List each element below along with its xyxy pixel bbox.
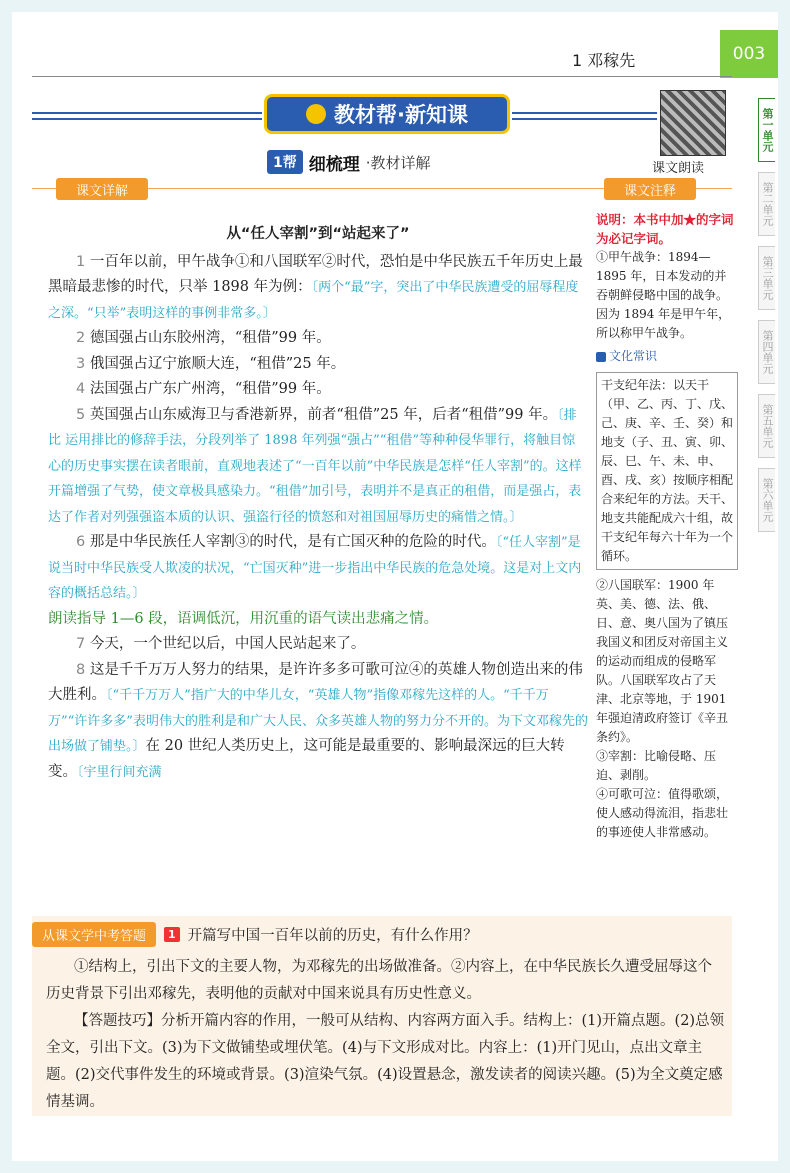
unit-tab-5[interactable]: 第五单元: [758, 394, 775, 458]
unit-tab-2[interactable]: 第二单元: [758, 172, 775, 236]
qa-answer: ①结构上，引出下文的主要人物，为邓稼先的出场做准备。②内容上，在中华民族长久遭受屈辱这个历史背景下引出邓稼先，表明他的贡献对中国来说具有历史性意义。: [46, 959, 712, 1002]
text-title: 从“任人宰割”到“站起来了”: [226, 226, 410, 242]
section-subtitle-text: ·教材详解: [365, 153, 431, 172]
lightbulb-icon: [306, 104, 326, 124]
qa-tips: 【答题技巧】分析开篇内容的作用，一般可从结构、内容两方面入手。结构上：(1)开篇点题。(2)总领全文，引出下文。(3)为下文做铺垫或埋伏笔。(4)与下文形成对比。内容上：(1)开门见山，点出文章主题。(2)交代事件发生的环境或背景。(3)渲染气氛。(4)设置悬念，激发读者的阅读兴趣。(5)为全文奠定感情基调。: [46, 1013, 725, 1110]
reading-guide: 朗读指导 1—6 段，语调低沉，用沉重的语气读出悲痛之情。: [48, 610, 439, 627]
unit-tab-4[interactable]: 第四单元: [758, 320, 775, 384]
note-2: ②八国联军：1900 年英、美、德、法、俄、日、意、奥八国为了镇压我国义和团反对帝国主义的运动而组成的侵略军队。八国联军攻占了天津、北京等地，于 1901 年强迫清政府签订《辛丑条约》。: [596, 578, 729, 744]
culture-heading: 文化常识: [596, 347, 738, 366]
section-subtitle: [267, 150, 431, 174]
unit-tabs: [758, 98, 790, 542]
annotation-column: [596, 210, 738, 842]
chapter-title: 1 邓稼先: [572, 51, 636, 70]
qa-box: [32, 916, 732, 1116]
note-4: ④可歌可泣：值得歌颂，使人感动得流泪，指悲壮的事迹使人非常感动。: [596, 787, 729, 839]
qa-label: 从课文学中考答题: [32, 922, 156, 947]
culture-box: 干支纪年法：以天干（甲、乙、丙、丁、戊、己、庚、辛、壬、癸）和地支（子、丑、寅、卯、辰、巳、午、未、申、酉、戌、亥）按顺序相配合来纪年的方法。天干、地支共能配成六十组，故干支纪年每六十年为一个循环。: [596, 372, 738, 570]
paragraph-1: 1 一百年以前，甲午战争①和八国联军②时代，恐怕是中华民族五千年历史上最黑暗最悲惨的时代，只举 1898 年为例：〔两个“最”字，突出了中华民族遭受的屈辱程度之深。“只举”表明这样的事例非常多。〕: [48, 253, 583, 321]
paragraph-2: 2 德国强占山东胶州湾，“租借”99 年。: [76, 330, 331, 346]
book-icon: [596, 352, 606, 362]
section-title: 细梳理: [308, 154, 360, 175]
paragraph-7: 7 今天，一个世纪以后，中国人民站起来了。: [76, 636, 366, 652]
paragraph-4: 4 法国强占广东广州湾，“租借”99 年。: [76, 381, 331, 397]
main-text: [48, 222, 588, 785]
tab-annotation: 课文注释: [604, 178, 696, 200]
header-divider: [32, 76, 732, 77]
qa-body: [46, 954, 726, 1116]
unit-tab-3[interactable]: 第三单元: [758, 246, 775, 310]
qa-header: [32, 922, 478, 947]
qr-label: 课文朗读: [652, 161, 705, 176]
paragraph-8: 8 这是千千万万人努力的结果，是许许多多可歌可泣④的英雄人物创造出来的伟大胜利。〔“千千万万人”指广大的中华儿女，“英雄人物”指像邓稼先这样的人。“千千万万”“许许多多”表明伟大的胜利是和广大人民、众多英雄人物的努力分不开的。为下文邓稼先的出场做了铺垫。〕在 20 世纪人类历史上，这可能是最重要的、影响最深远的巨大转变。〔宇里行间充满: [48, 661, 588, 780]
section-number: 1帮: [267, 150, 303, 174]
page: [12, 12, 778, 1161]
banner: [32, 88, 652, 144]
paragraph-5: 5 英国强占山东威海卫与香港新界，前者“租借”25 年，后者“租借”99 年。〔排比 运用排比的修辞手法，分段列举了 1898 年列强“强占”“租借”等种种侵华罪行，将触目惊心的历史事实摆在读者眼前，直观地表述了“一百年以前”中华民族是怎样“任人宰割”的。这样开篇增强了气势，使文章极具感染力。“租借”加引号，表明并不是真正的租借，而是强占，表达了作者对列强强盗本质的认识、强盗行径的愤怒和对祖国屈辱历史的痛惜之情。〕: [48, 406, 582, 525]
paragraph-6: 6 那是中华民族任人宰割③的时代，是有亡国灭种的危险的时代。〔“任人宰割”是说当时中华民族受人欺凌的状况，“亡国灭种”进一步指出中华民族的危急处境。这是对上文内容的概括总结。〕: [48, 534, 582, 601]
page-number: 003: [720, 30, 778, 78]
qa-number: 1: [164, 927, 180, 942]
unit-tab-1[interactable]: 第一单元: [758, 98, 775, 162]
unit-tab-6[interactable]: 第六单元: [758, 468, 775, 532]
banner-title: 教材帮·新知课: [334, 103, 468, 127]
paragraph-3: 3 俄国强占辽宁旅顺大连，“租借”25 年。: [76, 355, 346, 372]
note-explanation: 说明：本书中加★的字词为必记字词。: [596, 212, 734, 246]
banner-title-pill: [264, 94, 510, 134]
note-1: ①甲午战争：1894—1895 年，日本发动的并吞朝鲜侵略中国的战争。因为 1894 年是甲午年，所以称甲午战争。: [596, 250, 731, 340]
qr-code[interactable]: [660, 90, 726, 156]
qa-question: 开篇写中国一百年以前的历史，有什么作用？: [187, 928, 478, 944]
note-3: ③宰割：比喻侵略、压迫、剥削。: [596, 749, 717, 782]
tab-text-detail: 课文详解: [56, 178, 148, 200]
